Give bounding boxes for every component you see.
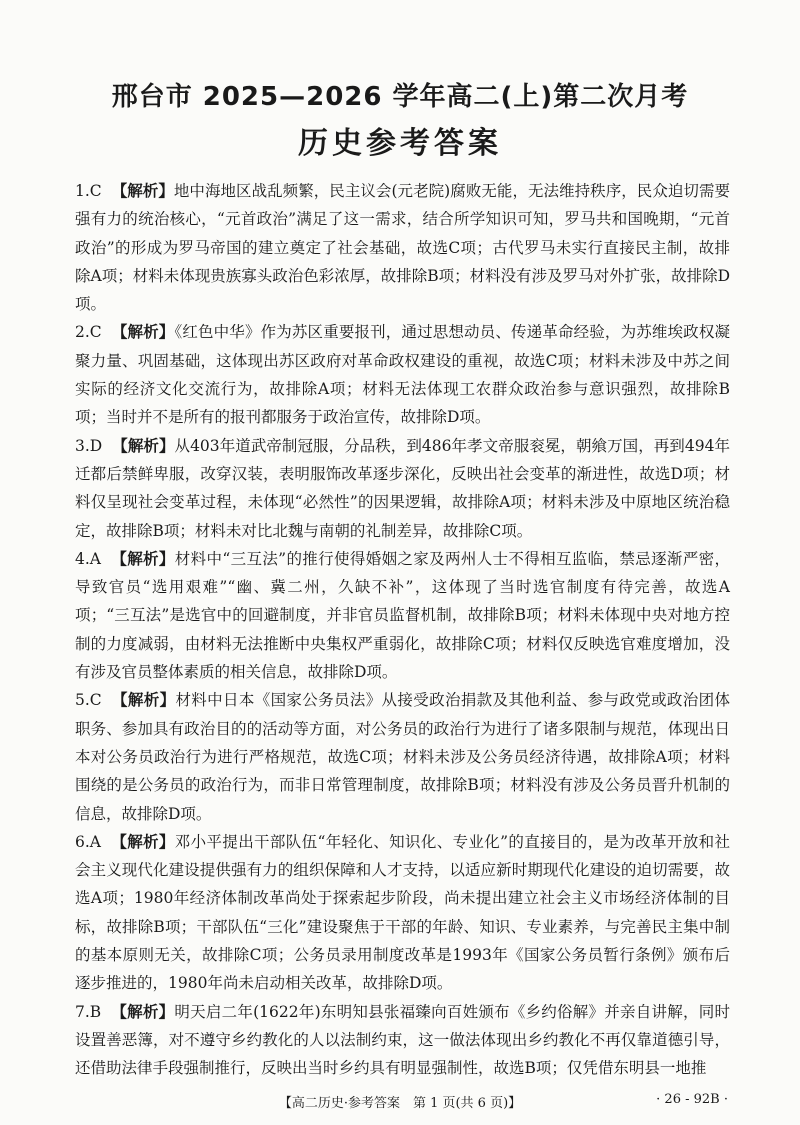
analysis-tag: 【解析】 <box>111 182 174 200</box>
footer-page-info: 【高二历史·参考答案 第 1 页(共 6 页)】 <box>278 1096 522 1111</box>
answer-item-6 <box>75 828 730 998</box>
answer-list <box>75 177 730 1083</box>
page-footer <box>0 1092 800 1112</box>
item-number: 3. <box>75 436 90 455</box>
answer-letter: A <box>89 832 101 851</box>
document-title: 历史参考答案 <box>298 126 502 161</box>
answer-letter: C <box>89 691 102 710</box>
answer-letter: C <box>89 182 102 200</box>
analysis-tag: 【解析】 <box>111 323 175 342</box>
answer-item-1 <box>75 177 730 318</box>
answer-letter: B <box>89 1002 102 1021</box>
answer-letter: C <box>89 323 102 342</box>
answer-item-2 <box>75 318 730 431</box>
analysis-text: 从403年道武帝制冠服，分品秩，到486年孝文帝服衮冕，朝飨万国，再到494年迁都后禁鲜卑服，改穿汉装，表明服饰改革逐步深化，反映出社会变革的渐进性，故选D项；材料仅呈现社会变革过程，未体现“必然性”的因果逻辑，故排除A项；材料未涉及中原地区统治稳定，故排除B项；材料未对比北魏与南朝的礼制差异，故排除C项。 <box>75 436 730 540</box>
item-number: 1. <box>75 182 90 200</box>
answer-item-3 <box>75 432 730 545</box>
exam-title: 邢台市 2025—2026 学年高二(上)第二次月考 <box>111 82 689 112</box>
answer-item-7 <box>75 998 730 1083</box>
item-number: 7. <box>75 1002 90 1021</box>
item-number: 6. <box>75 832 90 851</box>
analysis-text: 明天启二年(1622年)东明知县张福臻向百姓颁布《乡约俗解》并亲自讲解，同时设置善恶簿，对不遵守乡约教化的人以法制约束，这一做法体现出乡约教化不再仅靠道德引导，还借助法律手段强制推行，反映出当时乡约具有明显强制性，故选B项；仅凭借东明县一地推 <box>75 1002 730 1078</box>
item-number: 5. <box>75 691 90 710</box>
analysis-tag: 【解析】 <box>111 832 175 851</box>
analysis-text: 地中海地区战乱频繁，民主议会(元老院)腐败无能，无法维持秩序，民众迫切需要强有力的统治核心，“元首政治”满足了这一需求，结合所学知识可知，罗马共和国晚期，“元首政治”的形成为罗马帝国的建立奠定了社会基础，故选C项；古代罗马未实行直接民主制，故排除A项；材料未体现贵族寡头政治色彩浓厚，故排除B项；材料没有涉及罗马对外扩张，故排除D项。 <box>75 182 731 314</box>
analysis-text: 材料中“三互法”的推行使得婚姻之家及两州人士不得相互监临，禁忌逐渐严密，导致官员“选用艰难”“幽、冀二州，久缺不补”，这体现了当时选官制度有待完善，故选A项；“三互法”是选官中的回避制度，并非官员监督机制，故排除B项；材料未体现中央对地方控制的力度减弱，由材料无法推断中央集权严重弱化，故排除C项；材料仅反映选官难度增加，没有涉及官员整体素质的相关信息，故排除D项。 <box>75 549 730 682</box>
footer-code: · 26 - 92B · <box>656 1092 728 1107</box>
item-number: 4. <box>75 549 90 568</box>
analysis-text: 材料中日本《国家公务员法》从接受政治捐款及其他利益、参与政党或政治团体职务、参加具有政治目的的活动等方面，对公务员的政治行为进行了诸多限制与规范，体现出日本对公务员政治行为进行严格规范，故选C项；材料未涉及公务员经济待遇，故排除A项；材料围绕的是公务员的政治行为，而非日常管理制度，故排除B项；材料没有涉及公务员晋升机制的信息，故排除D项。 <box>75 691 730 823</box>
analysis-tag: 【解析】 <box>111 691 176 710</box>
answer-item-4 <box>75 545 730 686</box>
answer-letter: A <box>89 549 101 568</box>
analysis-tag: 【解析】 <box>111 549 175 568</box>
analysis-tag: 【解析】 <box>112 436 175 455</box>
analysis-text: 《红色中华》作为苏区重要报刊，通过思想动员、传递革命经验，为苏维埃政权凝聚力量、巩固基础，这体现出苏区政府对革命政权建设的重视，故选C项；材料未涉及中苏之间实际的经济文化交流行为，故排除A项；材料无法体现工农群众政治参与意识强烈，故排除B项；当时并不是所有的报刊都服务于政治宣传，故排除D项。 <box>75 323 730 427</box>
analysis-tag: 【解析】 <box>111 1002 175 1021</box>
analysis-text: 邓小平提出干部队伍“年轻化、知识化、专业化”的直接目的，是为改革开放和社会主义现代化建设提供强有力的组织保障和人才支持，以适应新时期现代化建设的迫切需要，故选A项；1980年经济体制改革尚处于探索起步阶段，尚未提出建立社会主义市场经济体制的目标，故排除B项；干部队伍“三化”建设聚焦于干部的年龄、知识、专业素养，与完善民主集中制的基本原则无关，故排除C项；公务员录用制度改革是1993年《国家公务员暂行条例》颁布后逐步推进的，1980年尚未启动相关改革，故排除D项。 <box>75 832 730 993</box>
answer-item-5 <box>75 686 730 827</box>
answer-letter: D <box>89 436 103 455</box>
item-number: 2. <box>75 323 90 342</box>
